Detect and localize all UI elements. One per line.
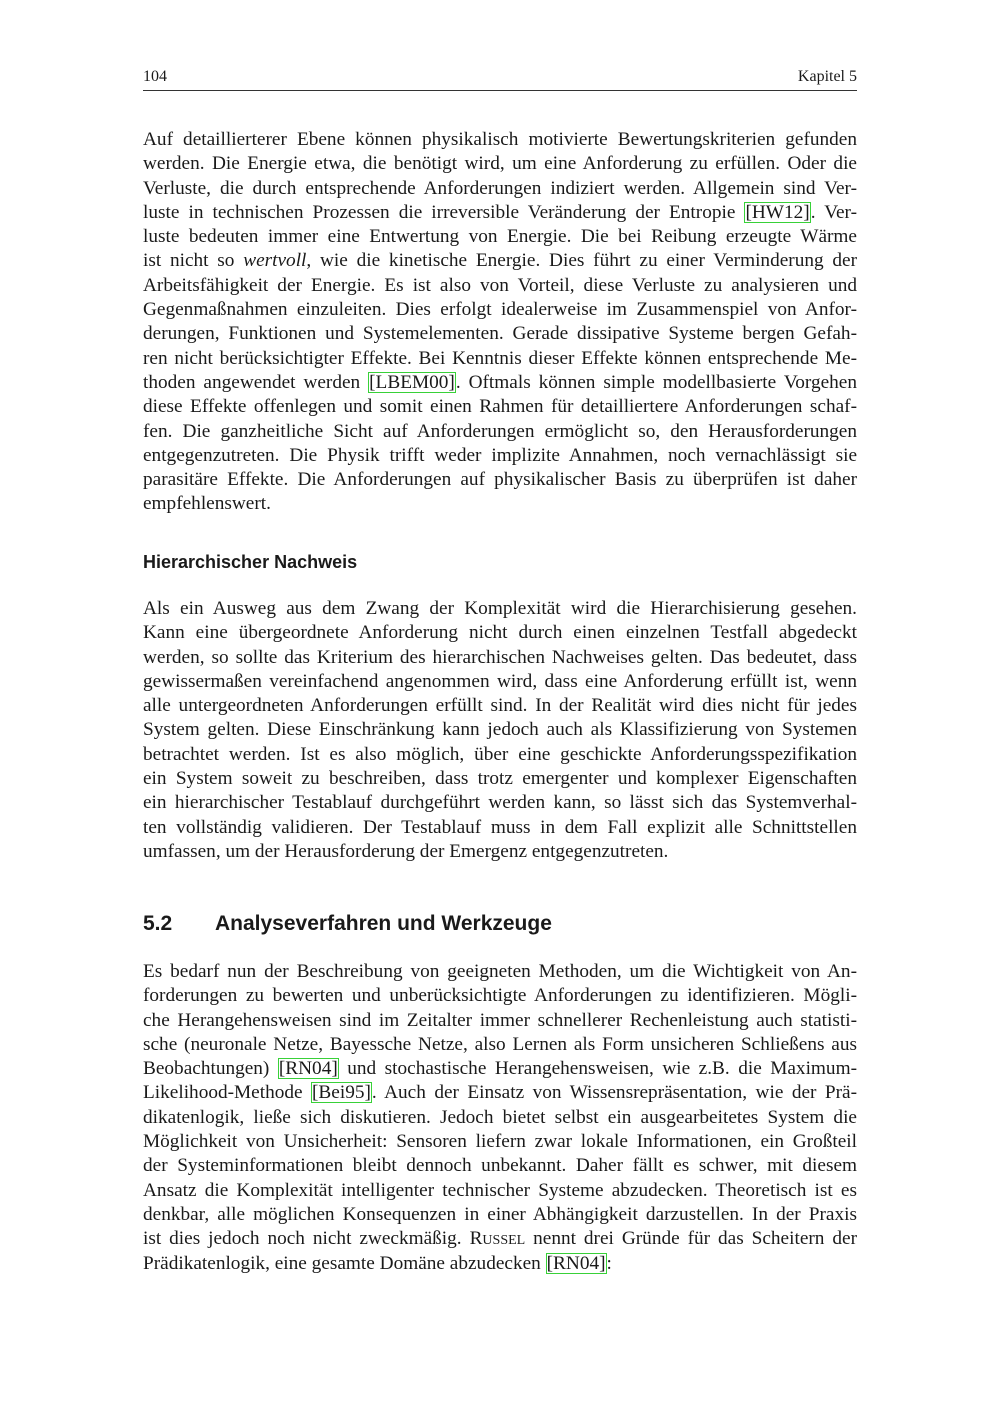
text-line: Prädikatenlogik, eine gesamte Domäne abzudecken [RN04]: [143,1252,612,1274]
section-heading [143,912,552,936]
text-line: umfassen, um der Herausforderung der Emergenz entgegenzutreten. [143,840,669,862]
text-line: Möglichkeit von Unsicherheit: Sensoren liefern zwar lokale Informationen, ein Großteil [143,1131,857,1153]
emphasis-text: wertvoll [243,250,307,272]
text-line: Verluste, die durch entsprechende Anforderungen indiziert werden. Allgemein sind Ver- [143,177,857,199]
citation-link-rn04[interactable]: [RN04] [546,1252,606,1274]
text-line: denkbar, alle möglichen Konsequenzen in einer Abhängigkeit darzustellen. In der Praxis [143,1203,857,1225]
author-name-smallcaps: Russel [469,1228,526,1250]
text-line: derungen, Funktionen und Systemelementen. Gerade dissipative Systeme bergen Gefah- [143,323,857,345]
text-line: Als ein Ausweg aus dem Zwang der Komplexität wird die Hierarchisierung gesehen. [143,598,857,619]
text-line: werden. Die Energie etwa, die benötigt wird, um eine Anforderung zu erfüllen. Oder die [143,153,857,175]
text-line: dikatenlogik, ließe sich diskutieren. Jedoch bietet selbst ein ausgearbeitetes System die [143,1106,857,1128]
text-line: luste bedeuten immer eine Entwertung von Energie. Die bei Reibung erzeugte Wärme [143,226,857,248]
citation-link-lbem00[interactable]: [LBEM00] [369,371,455,393]
text-line: gewissermaßen vereinfachend angenommen wird, dass eine Anforderung erfüllt ist, wenn [143,670,857,692]
text-line: werden, so sollte das Kriterium des hierarchischen Nachweises gelten. Das bedeutet, dass [143,646,857,668]
text-line: luste in technischen Prozessen die irreversible Veränderung der Entropie [HW12]. Ver- [143,201,858,223]
text-line: alle untergeordneten Anforderungen erfüllt sind. In der Realität wird dies nicht für jedes [143,695,857,717]
text-line: fen. Die ganzheitliche Sicht auf Anforderungen ermöglicht so, den Herausforderungen [143,420,857,442]
subsection-heading: Hierarchischer Nachweis [143,552,358,572]
text-line: Arbeitsfähigkeit der Energie. Es ist also von Vorteil, diese Verluste zu analysieren und [143,274,857,296]
text-line: entgegenzutreten. Die Physik trifft weder implizite Annahmen, noch vernachlässigt sie [143,444,857,466]
citation-link-hw12[interactable]: [HW12] [745,201,810,223]
text-line: ist nicht so wertvoll, wie die kinetische Energie. Dies führt zu einer Verminderung der [143,250,857,272]
text-line: empfehlenswert. [143,493,271,515]
text-line: Gegenmaßnahmen einzuleiten. Dies erfolgt idealerweise im Zusammenspiel von Anfor- [143,299,857,321]
text-line: ren nicht berücksichtigter Effekte. Bei Kenntnis dieser Effekte können entsprechende Me- [143,347,857,369]
text-line: ist dies jedoch noch nicht zweckmäßig. Russel nennt drei Gründe für das Scheitern der [143,1228,857,1250]
section-title: Analyseverfahren und Werkzeuge [215,912,552,935]
text-line: che Herangehensweisen sind im Zeitalter immer schnellerer Rechenleistung auch statisti- [143,1009,857,1031]
text-line: Auf detaillierterer Ebene können physikalisch motivierte Bewertungskriterien gefunden [143,129,857,150]
paragraph-analysis-methods [143,960,857,1276]
text-line: forderungen zu bewerten und unberücksichtigte Anforderungen zu identifizieren. Mögli- [143,985,857,1007]
text-line: Kann eine übergeordnete Anforderung nicht durch einen einzelnen Testfall abgedeckt [143,622,857,644]
text-line: parasitäre Effekte. Die Anforderungen auf physikalischer Basis zu überprüfen ist daher [143,469,857,491]
text-line: diese Effekte offenlegen und somit einen Rahmen für detailliertere Anforderungen schaf- [143,396,857,418]
running-header [143,66,857,91]
paragraph-physical-criteria [143,128,857,517]
page-number: 104 [143,68,167,85]
chapter-label: Kapitel 5 [797,68,857,85]
text-line: Es bedarf nun der Beschreibung von geeigneten Methoden, um die Wichtigkeit von An- [143,961,857,982]
text-line: sche (neuronale Netze, Bayessche Netze, also Lernen als Form unsicheren Schließens aus [143,1033,857,1055]
citation-link-rn04[interactable]: [RN04] [278,1058,338,1080]
section-number: 5.2 [143,912,173,935]
text-line: ein System soweit zu beschreiben, dass trotz emergenter und komplexer Eigenschaften [143,768,857,790]
text-line: ein hierarchischer Testablauf durchgeführt werden kann, so lässt sich das Systemverhal- [143,792,857,814]
text-line: thoden angewendet werden [LBEM00]. Oftmals können simple modellbasierte Vorgehen [143,371,858,393]
paragraph-hierarchical-proof [143,597,857,864]
text-line: ten vollständig validieren. Der Testablauf muss in dem Fall explizit alle Schnittstellen [143,816,857,838]
text-line: System gelten. Diese Einschränkung kann jedoch auch als Klassifizierung von Systemen [143,719,857,741]
text-line: Beobachtungen) [RN04] und stochastische Herangehensweisen, wie z.B. die Maximum- [143,1058,857,1080]
text-line: Likelihood-Methode [Bei95]. Auch der Einsatz von Wissensrepräsentation, wie der Prä- [143,1082,857,1104]
citation-link-bei95[interactable]: [Bei95] [312,1082,371,1104]
text-line: der Systeminformationen bleibt dennoch unbekannt. Daher fällt es schwer, mit diesem [143,1155,857,1177]
text-line: betrachtet werden. Ist es also möglich, über eine geschickte Anforderungsspezifikation [143,743,857,765]
text-line: Ansatz die Komplexität intelligenter technischer Systeme abzudecken. Theoretisch ist es [143,1179,857,1201]
